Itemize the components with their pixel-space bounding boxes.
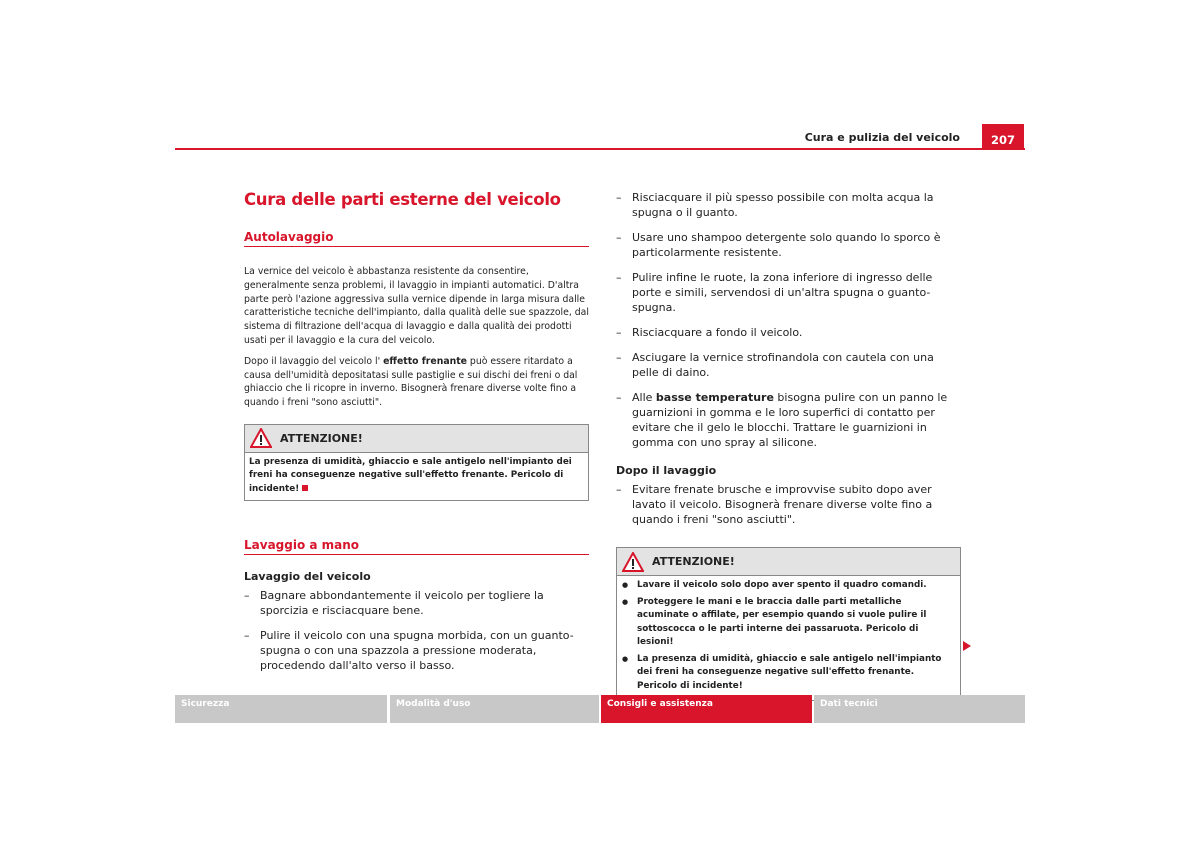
item6-post: bisogna pulire con un panno le guarnizioni in gomma e le loro superfici di contatto per evitare che il gelo le blocchi. Trattare le guarnizioni in gomma con uno spray al silicone.	[632, 391, 948, 449]
end-of-section-marker	[302, 485, 308, 491]
right-column	[616, 190, 961, 701]
paragraph-autolavaggio-1: La vernice del veicolo è abbastanza resistente da consentire, generalmente senza problemi, il lavaggio in impianti automatici. D'altra parte però l'azione aggressiva sulla vernice dipende in larga misura dalle caratteristiche tecniche dell'impianto, dalla qualità delle sue spazzole, dal sistema di filtrazione dell'acqua di lavaggio e dalla qualità dei prodotti usati per il lavaggio e la cura del veicolo.	[244, 266, 589, 346]
section-heading-lavaggio-mano: Lavaggio a mano	[244, 538, 589, 555]
continue-arrow-icon	[963, 641, 971, 651]
list-item: – Risciacquare a fondo il veicolo.	[616, 325, 961, 340]
list-item: – Evitare frenate brusche e improvvise subito dopo aver lavato il veicolo. Bisognerà frenare diverse volte fino a quando i freni "sono asciutti".	[616, 482, 961, 527]
list-item: – Pulire infine le ruote, la zona inferiore di ingresso delle porte e simili, servendosi di un'altra spugna o guanto-spugna.	[616, 270, 961, 315]
warning-box-washing	[616, 547, 961, 701]
list-item: – Usare uno shampoo detergente solo quando lo sporco è particolarmente resistente.	[616, 230, 961, 260]
list-item: – Risciacquare il più spesso possibile con molta acqua la spugna o il guanto.	[616, 190, 961, 220]
running-header-title: Cura e pulizia del veicolo	[804, 131, 960, 144]
warning-body	[617, 576, 960, 700]
item6-pre: Alle	[632, 391, 656, 404]
item6-bold: basse temperature	[655, 391, 774, 404]
subheading-dopo-lavaggio: Dopo il lavaggio	[616, 464, 717, 477]
page-title: Cura delle parti esterne del veicolo	[244, 190, 561, 209]
para2-post: può essere ritardato a causa dell'umidità depositatasi sulle pastiglie e sui dischi dei freni o dal ghiaccio che li ricopre in inverno. Bisognerà frenare diverse volte fino a quando i freni "sono asciutti".	[244, 355, 578, 409]
footer-tab-dati-tecnici[interactable]: Dati tecnici	[814, 695, 1025, 723]
list-item: – Bagnare abbondantemente il veicolo per togliere la sporcizia e risciacquare bene.	[244, 588, 589, 618]
para2-bold: effetto frenante	[383, 355, 467, 367]
warning-bullet: ● Proteggere le mani e le braccia dalle parti metalliche acuminate o affilate, per esempio quando si vuole pulire il sottoscocca o le parti interne dei passaruota. Pericolo di lesioni!	[621, 596, 956, 650]
warning-text: La presenza di umidità, ghiaccio e sale antigelo nell'impianto dei freni ha conseguenze negative sull'effetto frenante. Pericolo di incidente!	[249, 456, 572, 494]
warning-triangle-icon	[250, 428, 272, 448]
left-column	[244, 190, 589, 683]
paragraph-autolavaggio-2	[244, 355, 589, 410]
page-number: 207	[982, 124, 1024, 149]
footer-tab-sicurezza[interactable]: Sicurezza	[175, 695, 387, 723]
warning-triangle-icon	[622, 552, 644, 572]
list-item	[616, 390, 961, 450]
warning-header	[245, 425, 588, 453]
footer-tab-consigli-assistenza[interactable]: Consigli e assistenza	[601, 695, 812, 723]
warning-bullet: ● Lavare il veicolo solo dopo aver spento il quadro comandi.	[621, 579, 956, 593]
header-rule	[175, 148, 1025, 150]
para2-pre: Dopo il lavaggio del veicolo l'	[244, 355, 384, 367]
list-item: – Asciugare la vernice strofinandola con cautela con una pelle di daino.	[616, 350, 961, 380]
list-item: – Pulire il veicolo con una spugna morbida, con un guanto-spugna o con una spazzola a pressione moderata, procedendo dall'alto verso il basso.	[244, 628, 589, 673]
warning-title: ATTENZIONE!	[652, 555, 735, 568]
footer-tab-modalita-uso[interactable]: Modalità d'uso	[390, 695, 599, 723]
warning-box-brakes	[244, 424, 589, 502]
subheading-lavaggio-veicolo: Lavaggio del veicolo	[244, 570, 371, 584]
warning-header	[617, 548, 960, 576]
warning-bullet: ● La presenza di umidità, ghiaccio e sale antigelo nell'impianto dei freni ha conseguenze negative sull'effetto frenante. Pericolo di incidente!	[621, 653, 956, 694]
warning-title: ATTENZIONE!	[280, 431, 363, 445]
warning-body	[245, 453, 588, 501]
section-heading-autolavaggio: Autolavaggio	[244, 230, 589, 247]
